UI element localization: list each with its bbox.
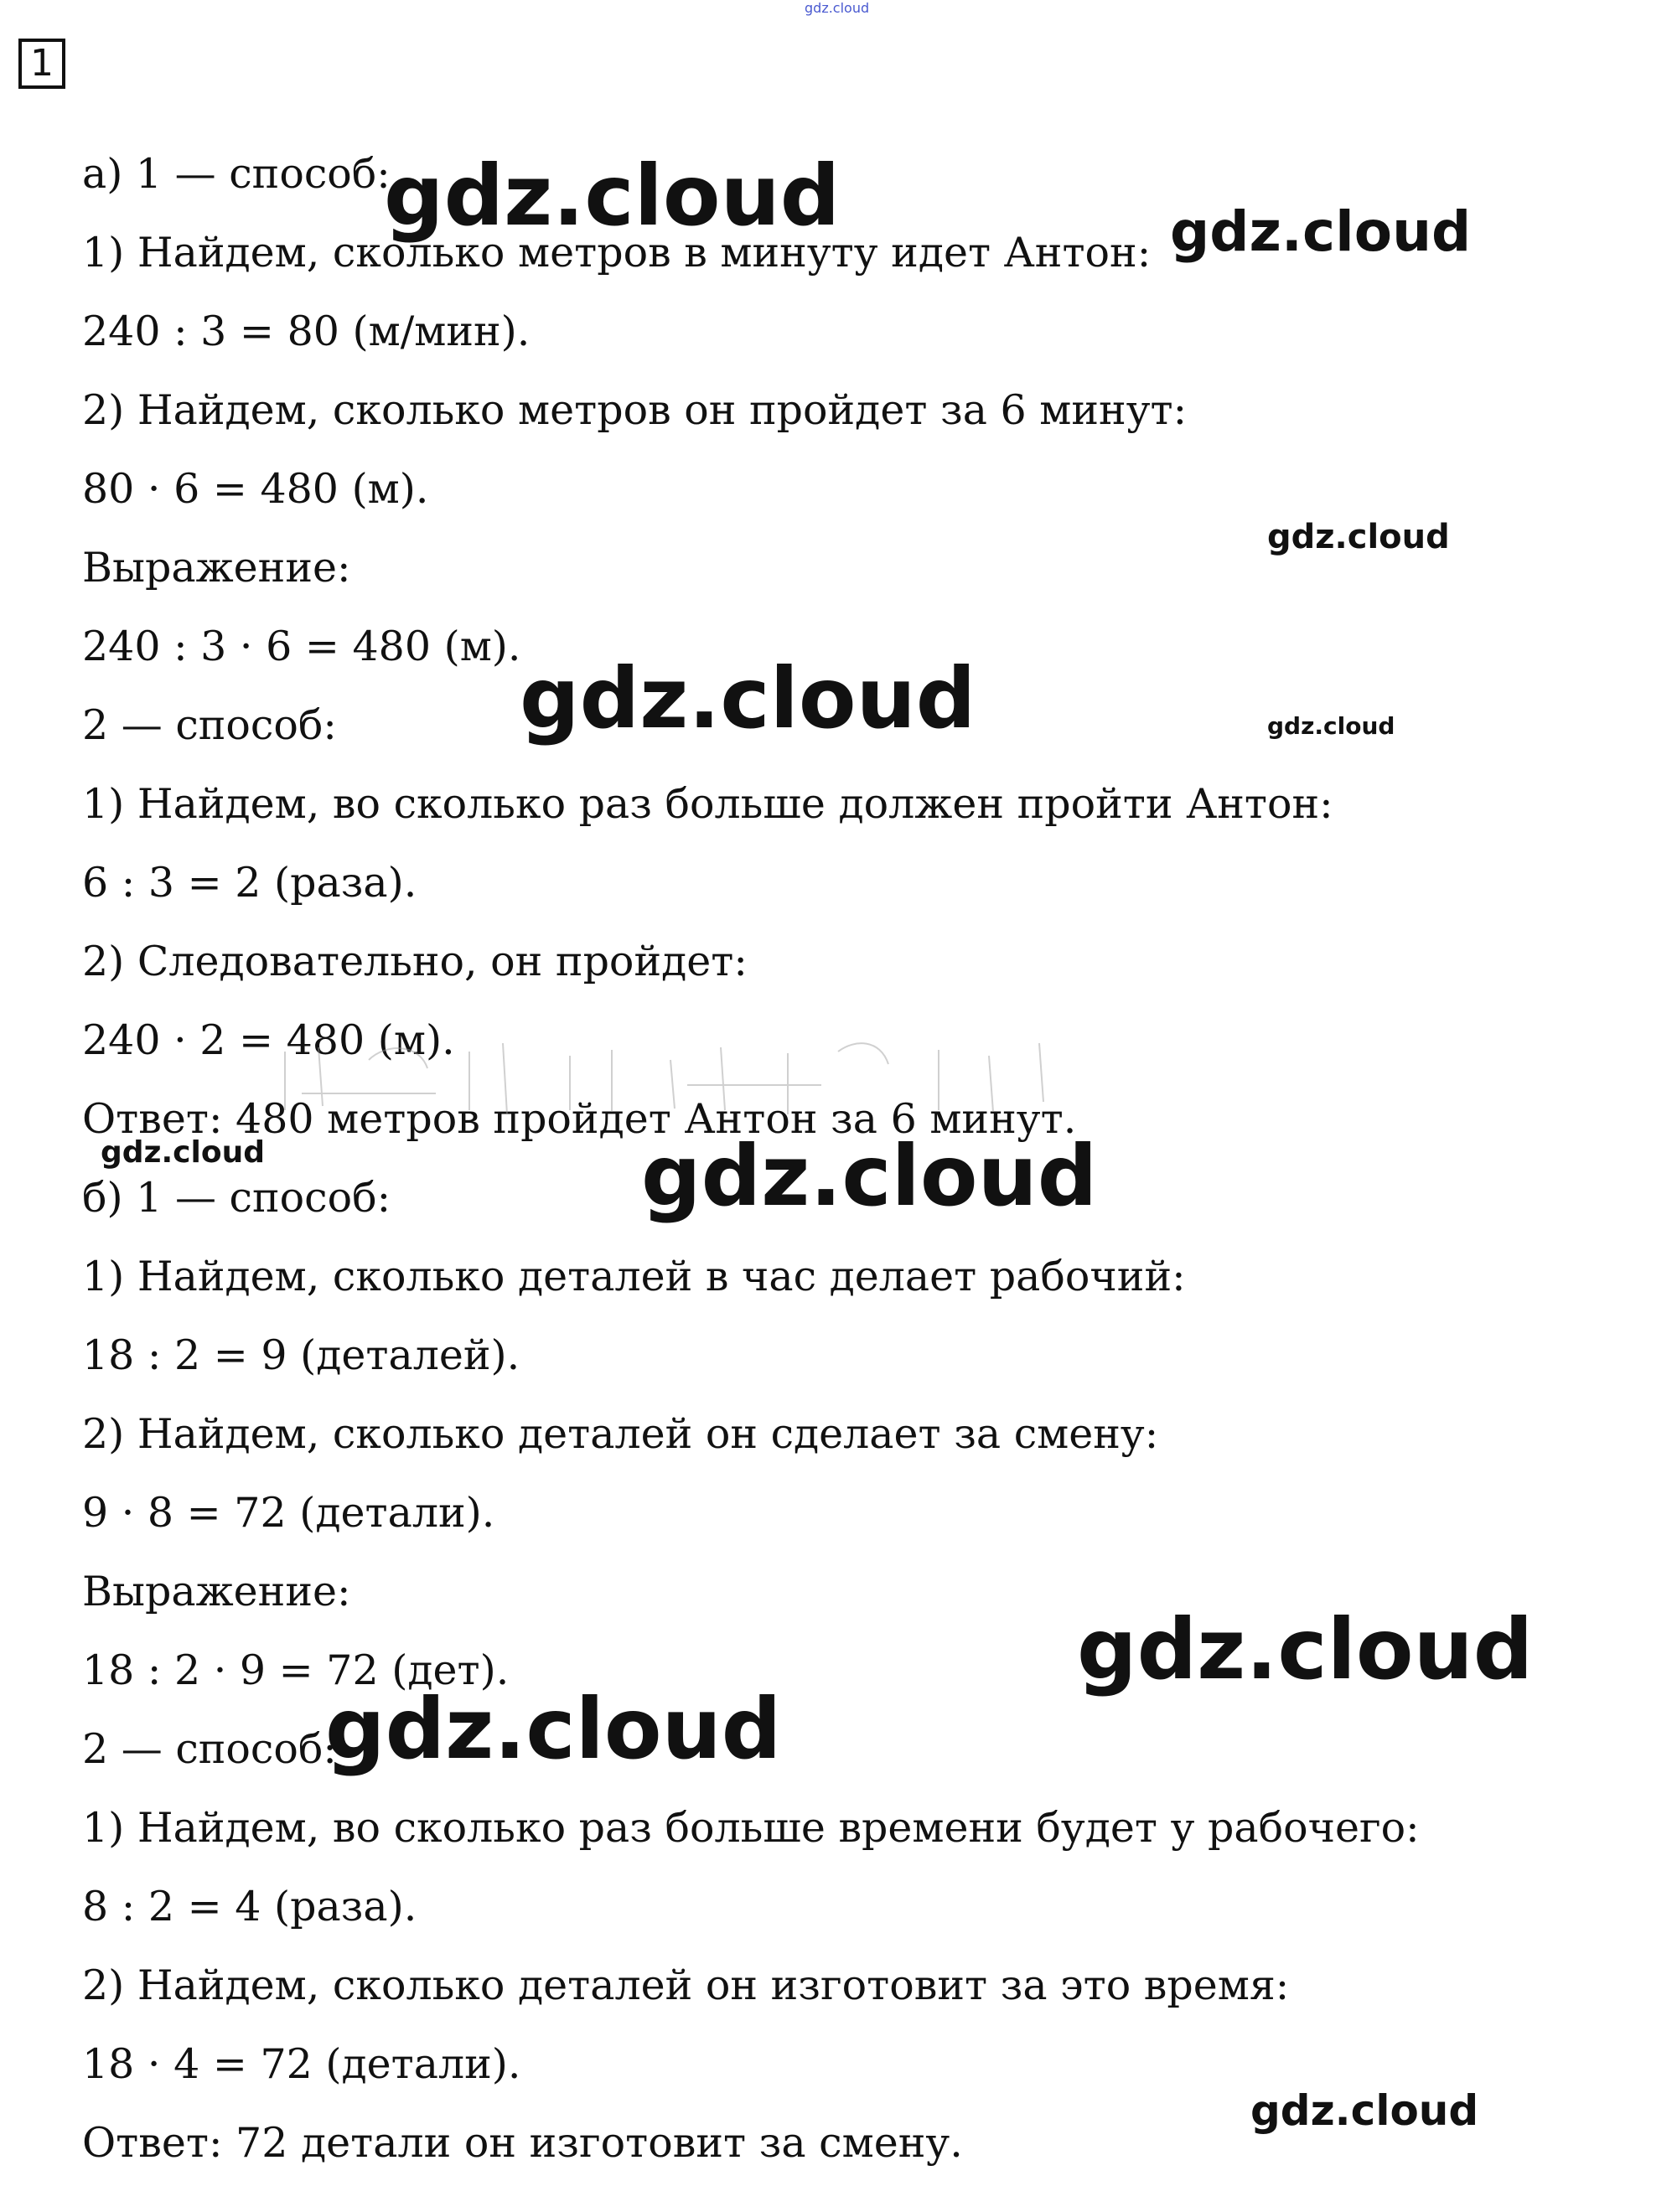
watermark-8: gdz.cloud [1077, 1600, 1534, 1698]
solution-line: 2) Найдем, сколько метров он пройдет за 6 минут: [82, 386, 1188, 434]
solution-line: 2) Найдем, сколько деталей он изготовит за это время: [82, 1961, 1290, 2009]
equation-line: 18 : 2 = 9 (деталей). [82, 1331, 520, 1379]
watermark-9: gdz.cloud [325, 1680, 782, 1778]
part-a-method-2-heading: 2 — способ: [82, 701, 337, 749]
solution-line: 1) Найдем, во сколько раз больше времени будет у рабочего: [82, 1804, 1420, 1852]
solution-line: 1) Найдем, сколько метров в минуту идет Антон: [82, 229, 1152, 276]
solution-line: 1) Найдем, во сколько раз больше должен пройти Антон: [82, 780, 1333, 828]
equation-line: 240 : 3 = 80 (м/мин). [82, 308, 531, 355]
part-a-method-1-heading: а) 1 — способ: [82, 150, 391, 198]
equation-line: 18 · 4 = 72 (детали). [82, 2040, 521, 2088]
watermark-2: gdz.cloud [1170, 199, 1472, 264]
equation-line: 240 · 2 = 480 (м). [82, 1016, 455, 1064]
watermark-5: gdz.cloud [1267, 712, 1395, 740]
watermark-4: gdz.cloud [520, 649, 976, 747]
watermark-6: gdz.cloud [101, 1135, 265, 1170]
watermark-top: gdz.cloud [805, 0, 870, 16]
equation-line: 18 : 2 · 9 = 72 (дет). [82, 1646, 510, 1694]
watermark-3: gdz.cloud [1267, 518, 1450, 556]
expression-heading: Выражение: [82, 1568, 351, 1615]
equation-line: 8 : 2 = 4 (раза). [82, 1883, 417, 1930]
watermark-10: gdz.cloud [1250, 2086, 1479, 2135]
answer-line-a: Ответ: 480 метров пройдет Антон за 6 минут. [82, 1095, 1077, 1143]
equation-line: 9 · 8 = 72 (детали). [82, 1489, 495, 1537]
expression-heading: Выражение: [82, 544, 351, 592]
equation-line: 6 : 3 = 2 (раза). [82, 859, 417, 907]
equation-line: 240 : 3 · 6 = 480 (м). [82, 623, 521, 670]
watermark-1: gdz.cloud [384, 147, 841, 245]
part-b-method-1-heading: б) 1 — способ: [82, 1174, 391, 1222]
equation-line: 80 · 6 = 480 (м). [82, 465, 429, 513]
faint-scribble-overlay [218, 1035, 1090, 1119]
solution-line: 2) Следовательно, он пройдет: [82, 938, 748, 985]
answer-line-b: Ответ: 72 детали он изготовит за смену. [82, 2119, 963, 2167]
task-number-box: 1 [18, 39, 65, 89]
part-b-method-2-heading: 2 — способ: [82, 1725, 337, 1773]
solution-line: 1) Найдем, сколько деталей в час делает рабочий: [82, 1253, 1186, 1300]
watermark-7: gdz.cloud [641, 1127, 1098, 1225]
solution-line: 2) Найдем, сколько деталей он сделает за смену: [82, 1410, 1159, 1458]
